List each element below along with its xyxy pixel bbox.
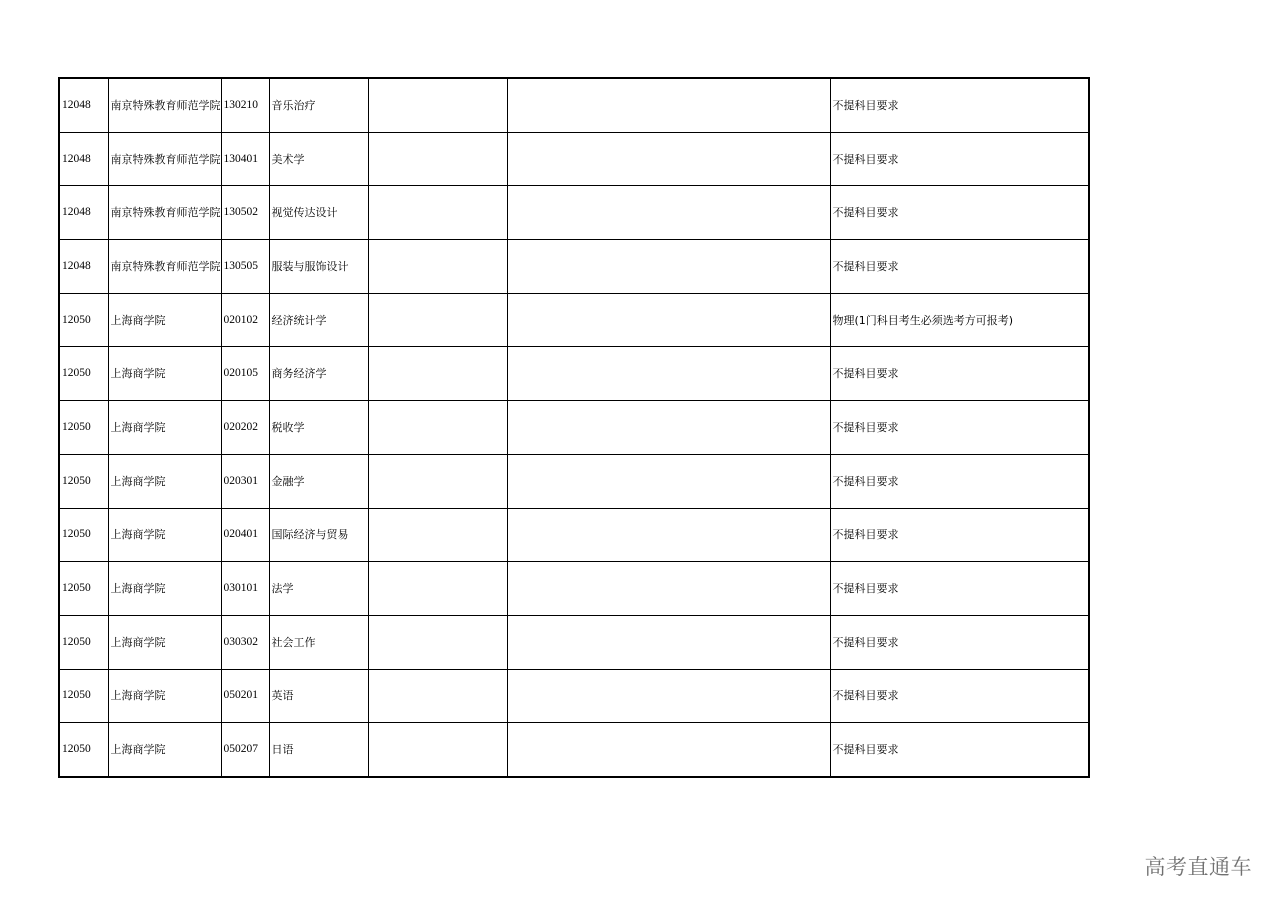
school-name-cell: 上海商学院 <box>108 293 221 347</box>
major-code-cell: 020202 <box>221 401 269 455</box>
major-name-cell: 国际经济与贸易 <box>269 508 368 562</box>
major-name-cell: 服装与服饰设计 <box>269 240 368 294</box>
school-code-cell: 12048 <box>59 132 108 186</box>
subject-requirement-cell: 不提科目要求 <box>830 132 1089 186</box>
empty-cell <box>368 669 507 723</box>
major-code-cell: 130401 <box>221 132 269 186</box>
empty-cell <box>507 723 830 777</box>
major-code-cell: 130502 <box>221 186 269 240</box>
empty-cell <box>368 723 507 777</box>
empty-cell <box>368 132 507 186</box>
subject-requirement-cell: 物理(1门科目考生必须选考方可报考) <box>830 293 1089 347</box>
empty-cell <box>368 347 507 401</box>
major-name-cell: 美术学 <box>269 132 368 186</box>
table-row <box>59 293 1089 347</box>
subject-requirement-cell: 不提科目要求 <box>830 240 1089 294</box>
subject-requirement-cell: 不提科目要求 <box>830 615 1089 669</box>
school-code-cell: 12048 <box>59 78 108 132</box>
school-code-cell: 12048 <box>59 186 108 240</box>
empty-cell <box>507 562 830 616</box>
major-name-cell: 英语 <box>269 669 368 723</box>
school-code-cell: 12050 <box>59 562 108 616</box>
subject-requirement-cell: 不提科目要求 <box>830 347 1089 401</box>
major-name-cell: 商务经济学 <box>269 347 368 401</box>
empty-cell <box>507 401 830 455</box>
major-code-cell: 020105 <box>221 347 269 401</box>
table-row <box>59 186 1089 240</box>
table-row <box>59 615 1089 669</box>
school-code-cell: 12050 <box>59 669 108 723</box>
empty-cell <box>368 240 507 294</box>
school-name-cell: 上海商学院 <box>108 347 221 401</box>
table-row <box>59 508 1089 562</box>
subject-requirement-cell: 不提科目要求 <box>830 401 1089 455</box>
empty-cell <box>507 454 830 508</box>
empty-cell <box>368 562 507 616</box>
subject-requirement-cell: 不提科目要求 <box>830 723 1089 777</box>
empty-cell <box>507 347 830 401</box>
empty-cell <box>507 240 830 294</box>
major-code-cell: 130210 <box>221 78 269 132</box>
empty-cell <box>507 132 830 186</box>
school-code-cell: 12048 <box>59 240 108 294</box>
table-row <box>59 723 1089 777</box>
table-row <box>59 132 1089 186</box>
empty-cell <box>507 186 830 240</box>
school-code-cell: 12050 <box>59 508 108 562</box>
subject-requirement-cell: 不提科目要求 <box>830 508 1089 562</box>
school-name-cell: 上海商学院 <box>108 401 221 455</box>
empty-cell <box>368 508 507 562</box>
school-name-cell: 上海商学院 <box>108 454 221 508</box>
major-code-cell: 030302 <box>221 615 269 669</box>
empty-cell <box>368 186 507 240</box>
major-code-cell: 130505 <box>221 240 269 294</box>
table-row <box>59 454 1089 508</box>
table-row <box>59 669 1089 723</box>
school-code-cell: 12050 <box>59 615 108 669</box>
major-name-cell: 经济统计学 <box>269 293 368 347</box>
subject-requirement-cell: 不提科目要求 <box>830 454 1089 508</box>
school-name-cell: 上海商学院 <box>108 615 221 669</box>
table-row <box>59 78 1089 132</box>
empty-cell <box>368 615 507 669</box>
school-code-cell: 12050 <box>59 454 108 508</box>
major-name-cell: 视觉传达设计 <box>269 186 368 240</box>
major-code-cell: 020401 <box>221 508 269 562</box>
empty-cell <box>507 669 830 723</box>
table-row <box>59 240 1089 294</box>
major-name-cell: 社会工作 <box>269 615 368 669</box>
major-code-cell: 030101 <box>221 562 269 616</box>
table-body <box>59 78 1089 777</box>
school-code-cell: 12050 <box>59 347 108 401</box>
major-name-cell: 日语 <box>269 723 368 777</box>
school-name-cell: 上海商学院 <box>108 508 221 562</box>
subject-requirement-cell: 不提科目要求 <box>830 562 1089 616</box>
empty-cell <box>368 78 507 132</box>
table-row <box>59 347 1089 401</box>
subject-requirement-cell: 不提科目要求 <box>830 186 1089 240</box>
school-name-cell: 上海商学院 <box>108 562 221 616</box>
major-name-cell: 法学 <box>269 562 368 616</box>
school-code-cell: 12050 <box>59 293 108 347</box>
school-name-cell: 南京特殊教育师范学院 <box>108 240 221 294</box>
major-code-cell: 020102 <box>221 293 269 347</box>
empty-cell <box>368 401 507 455</box>
major-code-cell: 050207 <box>221 723 269 777</box>
table-row <box>59 562 1089 616</box>
major-name-cell: 金融学 <box>269 454 368 508</box>
empty-cell <box>507 78 830 132</box>
school-name-cell: 上海商学院 <box>108 669 221 723</box>
major-name-cell: 税收学 <box>269 401 368 455</box>
school-name-cell: 南京特殊教育师范学院 <box>108 132 221 186</box>
empty-cell <box>507 293 830 347</box>
school-name-cell: 南京特殊教育师范学院 <box>108 186 221 240</box>
major-code-cell: 050201 <box>221 669 269 723</box>
empty-cell <box>368 454 507 508</box>
requirements-table <box>58 77 1090 778</box>
school-name-cell: 上海商学院 <box>108 723 221 777</box>
subject-requirement-cell: 不提科目要求 <box>830 669 1089 723</box>
table-row <box>59 401 1089 455</box>
school-name-cell: 南京特殊教育师范学院 <box>108 78 221 132</box>
empty-cell <box>368 293 507 347</box>
major-name-cell: 音乐治疗 <box>269 78 368 132</box>
empty-cell <box>507 508 830 562</box>
major-code-cell: 020301 <box>221 454 269 508</box>
watermark: 高考直通车 <box>1144 855 1252 879</box>
school-code-cell: 12050 <box>59 401 108 455</box>
school-code-cell: 12050 <box>59 723 108 777</box>
subject-requirement-cell: 不提科目要求 <box>830 78 1089 132</box>
empty-cell <box>507 615 830 669</box>
